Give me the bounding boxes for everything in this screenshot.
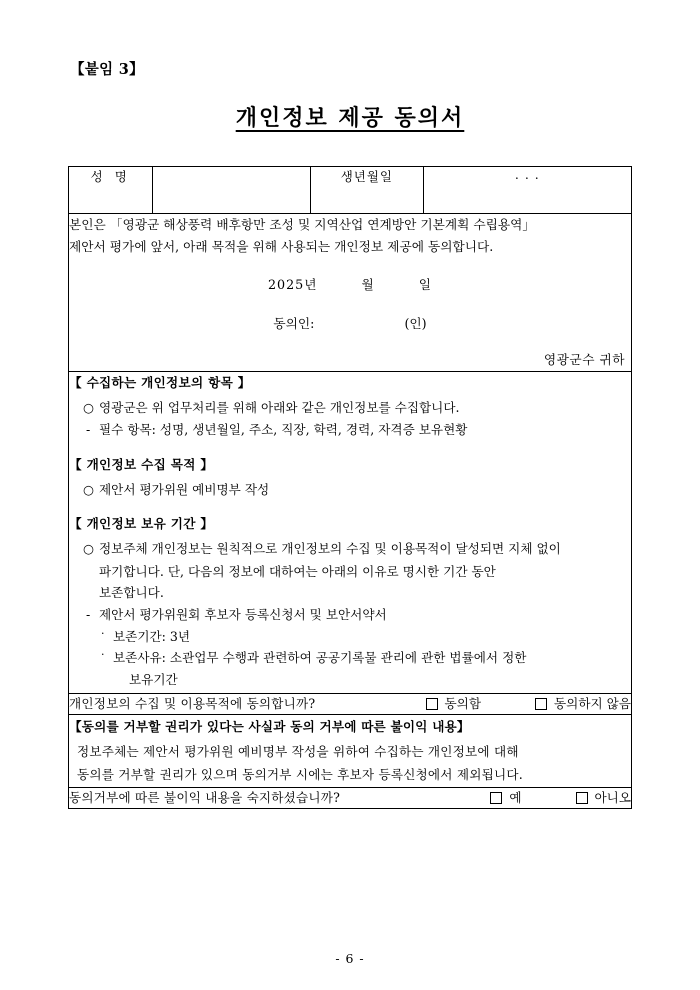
rights-line-1: 정보주체는 제안서 평가위원 예비명부 작성을 위하여 수집하는 개인정보에 대해 — [77, 744, 519, 760]
retention-continued-2: 보존합니다. — [99, 585, 164, 601]
bullet-dot-icon: · — [101, 648, 105, 662]
consent-line-2: 제안서 평가에 앞서, 아래 목적을 위해 사용되는 개인정보 제공에 동의합니다. — [69, 239, 494, 255]
consent-question-cell — [69, 693, 632, 714]
option-label: 예 — [509, 789, 522, 805]
section-list — [69, 479, 631, 501]
date-day: 일 — [418, 277, 433, 293]
rights-question-row — [69, 787, 632, 808]
signer-seal: (인) — [404, 315, 427, 331]
bullet-dash-icon: - — [86, 607, 91, 622]
section-purpose — [69, 454, 631, 500]
list-item — [69, 604, 631, 626]
rights-heading: 【동의를 거부할 권리가 있다는 사실과 동의 거부에 따른 불이익 내용】 — [69, 718, 470, 734]
identity-row — [69, 167, 632, 214]
list-item — [69, 647, 631, 669]
option-label: 동의하지 않음 — [554, 695, 631, 711]
rights-question-text: 동의거부에 따른 불이익 내용을 숙지하셨습니까? — [69, 789, 341, 805]
list-item — [69, 538, 631, 560]
list-item-text: 보존기간: 3년 — [113, 628, 191, 644]
name-label: 성 명 — [69, 167, 153, 214]
checkbox-icon[interactable] — [535, 698, 547, 710]
rights-body — [69, 740, 631, 787]
section-sublist — [69, 604, 631, 626]
option-label: 아니오 — [594, 789, 631, 805]
page-number: - 6 - — [335, 951, 365, 966]
consent-question-text: 개인정보의 수집 및 이용목적에 동의합니까? — [69, 695, 316, 711]
rights-notice-cell — [69, 714, 632, 787]
retention-continued-1: 파기합니다. 단, 다음의 정보에 대하여는 아래의 이유로 명시한 기간 동안 — [99, 563, 496, 579]
list-item — [69, 626, 631, 648]
date-month: 월 — [361, 277, 375, 293]
list-item — [69, 419, 631, 441]
checkbox-icon[interactable] — [426, 698, 438, 710]
consent-form-table — [68, 166, 632, 809]
rights-option-yes[interactable] — [490, 788, 521, 808]
list-item — [69, 479, 631, 501]
consent-line-1: 본인은 「영광군 해상풍력 배후항만 조성 및 지역산업 연계방안 기본계획 수립용역」 — [69, 217, 536, 232]
attachment-label: 【붙임 3】 — [70, 61, 144, 78]
section-retention — [69, 513, 631, 690]
rights-line-2: 동의를 거부할 권리가 있으며 동의거부 시에는 후보자 등록신청에서 제외됩니다. — [77, 767, 523, 783]
consent-question-row — [69, 693, 632, 714]
retention-continued-3: 보유기간 — [129, 671, 178, 687]
bullet-dash-icon: - — [86, 422, 91, 438]
consent-question-options — [372, 694, 632, 714]
list-item-text: 영광군은 위 업무처리를 위해 아래와 같은 개인정보를 수집합니다. — [99, 399, 460, 415]
detail-sections-row — [69, 372, 632, 694]
bullet-circle-icon: ○ — [83, 481, 94, 497]
section-list — [69, 397, 631, 419]
bullet-dot-icon: · — [101, 626, 105, 640]
rights-question-cell — [69, 787, 632, 808]
list-item-text: 제안서 평가위원회 후보자 등록신청서 및 보안서약서 — [99, 607, 387, 622]
rights-question-options — [436, 788, 631, 808]
consent-statement-row — [69, 214, 632, 372]
section-collected-items — [69, 372, 631, 441]
bullet-circle-icon: ○ — [83, 541, 94, 557]
section-heading: 【 수집하는 개인정보의 항목 】 — [69, 375, 251, 391]
section-heading: 【 개인정보 수집 목적 】 — [69, 457, 214, 473]
list-item-text: 필수 항목: 성명, 생년월일, 주소, 직장, 학력, 경력, 자격증 보유현황 — [99, 422, 468, 438]
section-sublist — [69, 419, 631, 441]
signer-line — [69, 313, 631, 335]
dob-label: 생년월일 — [311, 167, 424, 214]
date-year: 2025년 — [267, 277, 318, 293]
page-title: 개인정보 제공 동의서 — [235, 105, 465, 131]
list-item — [69, 397, 631, 419]
detail-sections-cell — [69, 372, 632, 694]
name-input[interactable] — [153, 167, 311, 214]
consent-option-disagree[interactable] — [535, 694, 631, 714]
bullet-circle-icon: ○ — [83, 399, 94, 415]
consent-date-line — [69, 274, 631, 296]
consent-statement-cell — [69, 214, 632, 372]
section-heading: 【 개인정보 보유 기간 】 — [69, 516, 214, 532]
checkbox-icon[interactable] — [576, 792, 588, 804]
list-item-text: 제안서 평가위원 예비명부 작성 — [99, 481, 270, 497]
list-item-text: 정보주체 개인정보는 원칙적으로 개인정보의 수집 및 이용목적이 달성되면 지체 없이 — [99, 541, 561, 557]
rights-option-no[interactable] — [576, 788, 632, 808]
recipient-line: 영광군수 귀하 — [543, 351, 625, 367]
consent-option-agree[interactable] — [426, 694, 482, 714]
option-label: 동의함 — [444, 695, 481, 711]
rights-notice-row — [69, 714, 632, 787]
signer-label: 동의인: — [273, 315, 315, 331]
dob-input[interactable]: . . . — [423, 167, 631, 214]
section-subsublist — [69, 626, 631, 669]
section-list — [69, 538, 631, 560]
list-item-text: 보존사유: 소관업무 수행과 관련하여 공공기록물 관리에 관한 법률에서 정한 — [113, 650, 527, 666]
checkbox-icon[interactable] — [490, 792, 502, 804]
